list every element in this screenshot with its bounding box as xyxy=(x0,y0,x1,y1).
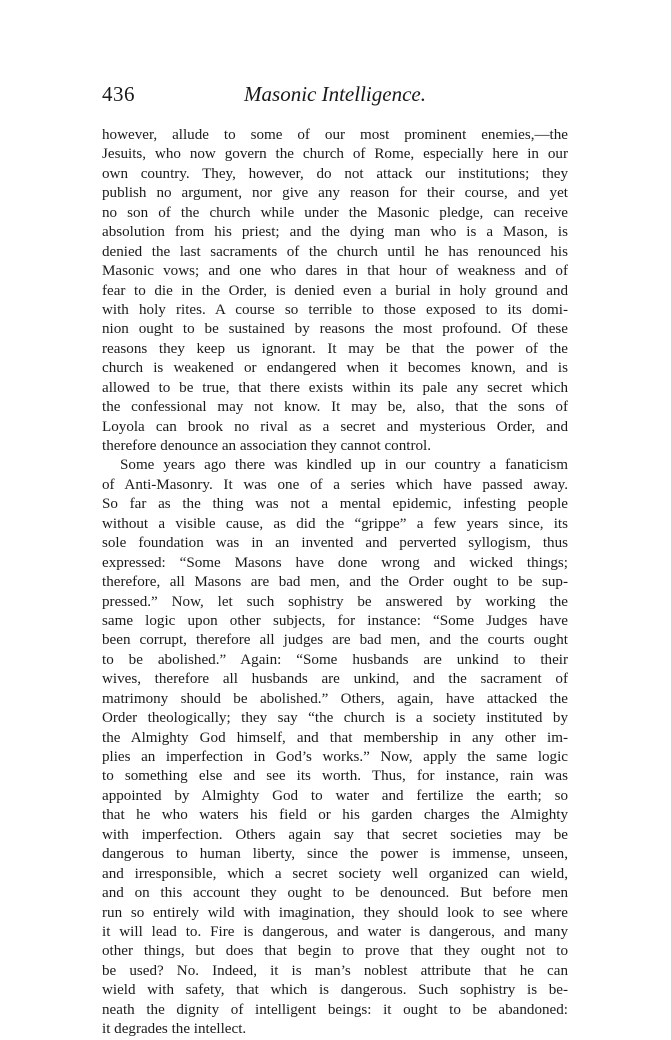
text-line: therefore, all Masons are bad men, and the Order ought to be sup- xyxy=(102,574,568,591)
page-number: 436 xyxy=(102,82,135,106)
text-line: nion ought to be sustained by reasons the most profound. Of these xyxy=(102,321,568,338)
text-line: publish no argument, nor give any reason for their course, and yet xyxy=(102,185,568,202)
text-line: So far as the thing was not a mental epidemic, infesting people xyxy=(102,496,568,513)
text-line: pressed.” Now, let such sophistry be answered by working the xyxy=(102,593,568,610)
text-line: therefore denounce an association they cannot control. xyxy=(102,438,431,454)
text-line: of Anti-Masonry. It was one of a series which have passed away. xyxy=(102,476,568,493)
running-title: Masonic Intelligence. xyxy=(244,82,426,106)
text-line: Masonic vows; and one who dares in that hour of weakness and of xyxy=(102,263,568,280)
text-line: however, allude to some of our most prominent enemies,—the xyxy=(102,127,568,143)
text-line: and irresponsible, which a secret society well organized can wield, xyxy=(102,865,568,882)
text-line: appointed by Almighty God to water and fertilize the earth; so xyxy=(102,787,568,804)
text-line: reasons they keep us ignorant. It may be that the power of the xyxy=(102,340,568,357)
text-line: the Almighty God himself, and that membership in any other im- xyxy=(102,729,568,746)
text-line: been corrupt, therefore all judges are bad men, and the courts ought xyxy=(102,632,568,649)
text-line: to something else and see its worth. Thus, for instance, rain was xyxy=(102,768,568,785)
text-line: sole foundation was in an invented and perverted syllogism, thus xyxy=(102,535,568,552)
text-line: plies an imperfection in God’s works.” Now, apply the same logic xyxy=(102,749,568,765)
text-line: run so entirely wild with imagination, they should look to see where xyxy=(102,904,568,921)
text-line: and on this account they ought to be denounced. But before men xyxy=(102,885,568,902)
text-line: allowed to be true, that there exists within its pale any secret which xyxy=(102,379,568,396)
text-line: to be abolished.” Again: “Some husbands are unkind to their xyxy=(102,651,568,668)
text-line: fear to die in the Order, is denied even a burial in holy ground and xyxy=(102,282,568,299)
text-line: neath the dignity of intelligent beings: it ought to be abandoned: xyxy=(102,1001,568,1018)
text-line: no son of the church while under the Masonic pledge, can receive xyxy=(102,204,568,221)
text-line: wives, therefore all husbands are unkind, and the sacrament of xyxy=(102,671,568,688)
text-line: dangerous to human liberty, since the power is immense, unseen, xyxy=(102,846,568,863)
body-text xyxy=(102,126,568,1040)
text-line: church is weakened or endangered when it becomes known, and is xyxy=(102,360,568,377)
text-line: the confessional may not know. It may be, also, that the sons of xyxy=(102,399,568,416)
text-line: matrimony should be abolished.” Others, again, have attacked the xyxy=(102,690,568,707)
text-line: expressed: “Some Masons have done wrong and wicked things; xyxy=(102,554,568,571)
text-line: with imperfection. Others again say that secret societies may be xyxy=(102,826,568,843)
text-line: wield with safety, that which is dangerous. Such sophistry is be- xyxy=(102,982,568,999)
text-line: Order theologically; they say “the church is a society instituted by xyxy=(102,710,568,727)
text-line: Jesuits, who now govern the church of Rome, especially here in our xyxy=(102,146,568,163)
paragraph xyxy=(102,456,568,1039)
text-line: denied the last sacraments of the church until he has renounced his xyxy=(102,243,568,260)
text-line: Some years ago there was kindled up in our country a fanaticism xyxy=(120,457,568,474)
text-line: absolution from his priest; and the dying man who is a Mason, is xyxy=(102,224,568,241)
text-line: other things, but does that begin to prove that they ought not to xyxy=(102,943,568,960)
text-line: that he who waters his field or his garden charges the Almighty xyxy=(102,807,568,824)
text-line: Loyola can brook no rival as a secret and mysterious Order, and xyxy=(102,418,568,435)
text-line: own country. They, however, do not attack our institutions; they xyxy=(102,165,568,182)
text-line: it degrades the intellect. xyxy=(102,1021,247,1038)
text-line: be used? No. Indeed, it is man’s noblest attribute that he can xyxy=(102,962,568,979)
text-line: without a visible cause, as did the “grippe” a few years since, its xyxy=(102,515,568,532)
text-line: it will lead to. Fire is dangerous, and water is dangerous, and many xyxy=(102,923,568,940)
page-header xyxy=(102,82,568,112)
text-line: same logic upon other subjects, for instance: “Some Judges have xyxy=(102,612,568,629)
text-line: with holy rites. A course so terrible to those exposed to its domi- xyxy=(102,301,568,318)
paragraph xyxy=(102,126,568,456)
